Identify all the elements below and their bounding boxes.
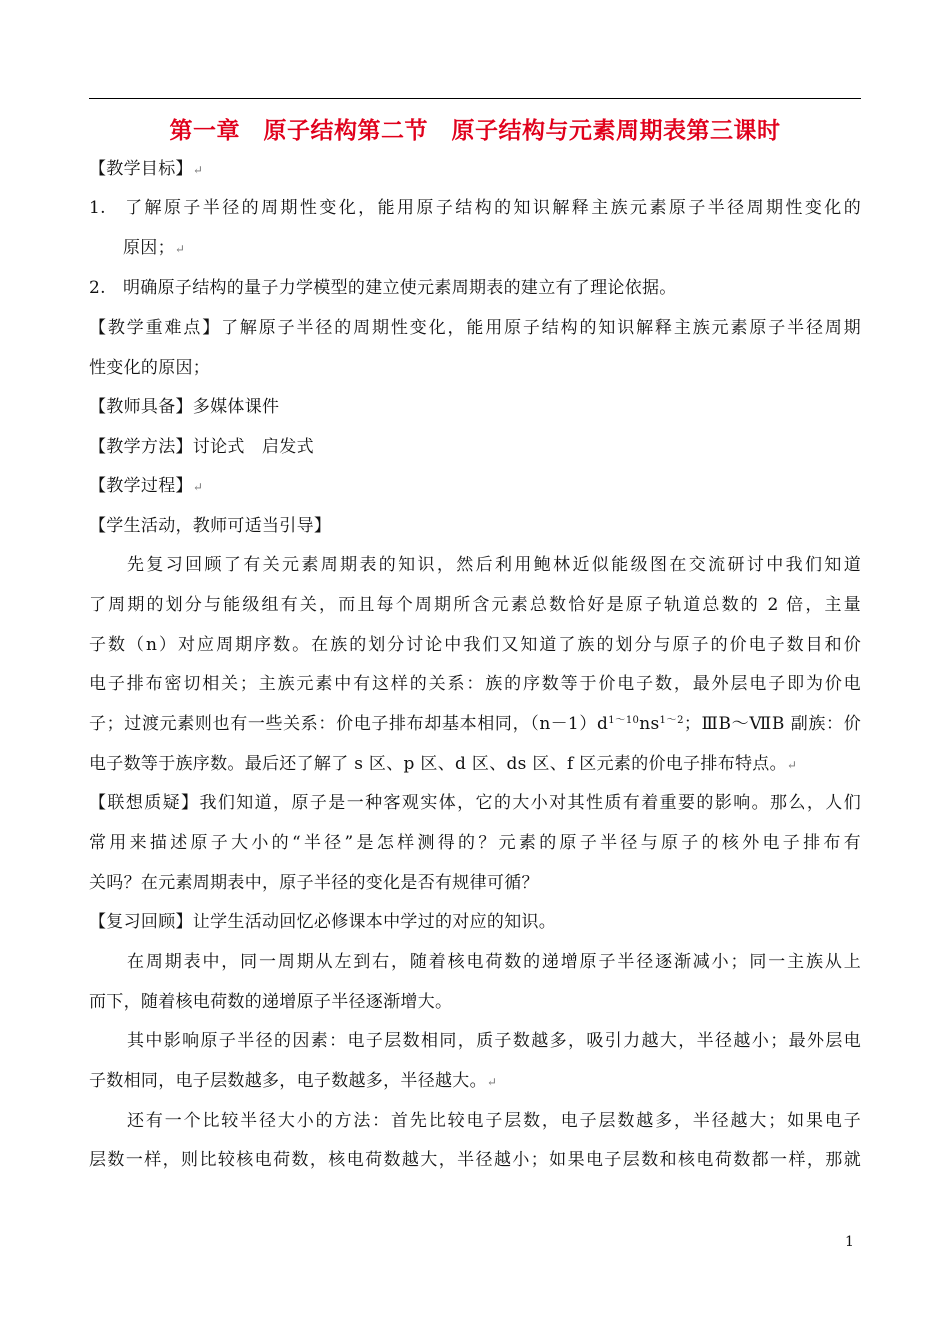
query-line-3: 关吗？在元素周期表中，原子半径的变化是否有规律可循？ [89,873,539,893]
goal-2: 2. 明确原子结构的量子力学模型的建立使元素周期表的建立有了理论依据。 [89,278,677,298]
para1-line-1: 先复习回顾了有关元素周期表的知识，然后利用鲍林近似能级图在交流研讨中我们知道 [127,555,861,575]
para3-line-2: 子数相同，电子层数越多，电子数越多，半径越大。↵ [89,1071,498,1091]
goals-heading: 【教学目标】↵ [89,159,204,179]
para2-line-2: 而下，随着核电荷数的递增原子半径逐渐增大。 [89,992,453,1012]
para1-line-3: 子数（n）对应周期序数。在族的划分讨论中我们又知道了族的划分与原子的价电子数目和价 [89,635,861,655]
query-line-1: 【联想质疑】我们知道，原子是一种客观实体，它的大小对其性质有着重要的影响。那么，人们 [89,793,861,813]
teacher-prep: 【教师具备】多媒体课件 [89,397,280,417]
review-line: 【复习回顾】让学生活动回忆必修课本中学过的对应的知识。 [89,912,557,932]
para1-line-4: 电子排布密切相关；主族元素中有这样的关系：族的序数等于价电子数，最外层电子即为价电 [89,674,861,694]
para2-line-1: 在周期表中，同一周期从左到右，随着核电荷数的递增原子半径逐渐减小；同一主族从上 [127,952,861,972]
para3-line-1: 其中影响原子半径的因素：电子层数相同，质子数越多，吸引力越大，半径越小；最外层电 [127,1031,861,1051]
para1-line-6: 电子数等于族序数。最后还了解了 s 区、p 区、d 区、ds 区、f 区元素的价电子排布特点。↵ [89,754,798,774]
para4-line-1: 还有一个比较半径大小的方法：首先比较电子层数，电子层数越多，半径越大；如果电子 [127,1111,861,1131]
para1-line-2: 了周期的划分与能级组有关，而且每个周期所含元素总数恰好是原子轨道总数的 2 倍，主量 [89,595,861,615]
page-title: 第一章 原子结构第二节 原子结构与元素周期表第三课时 [169,117,781,144]
key-points-line-1: 【教学重难点】了解原子半径的周期性变化，能用原子结构的知识解释主族元素原子半径周期 [89,318,861,338]
key-points-line-2: 性变化的原因； [89,358,211,378]
page-number: 1 [845,1234,854,1250]
query-line-2: 常用来描述原子大小的“半径”是怎样测得的？元素的原子半径与原子的核外电子排布有 [89,833,861,853]
goal-1-number: 1. [89,198,106,218]
goal-1-line-1: 1. 了解原子半径的周期性变化，能用原子结构的知识解释主族元素原子半径周期性变化的 [89,198,861,218]
para1-line-5: 子；过渡元素则也有一些关系：价电子排布却基本相同，$(n-1)d^{1\sim 10}ns^{1\sim 2}$；ⅢB～ⅦB 副族：价 [89,714,862,734]
student-activity-heading: 【学生活动，教师可适当引导】 [89,516,332,536]
goal-1-line-2: 原因；↵ [123,238,186,258]
process-heading: 【教学过程】↵ [89,476,204,496]
goal-2-number: 2. [89,278,106,298]
header-rule [89,98,861,99]
teaching-method: 【教学方法】讨论式 启发式 [89,437,314,457]
para4-line-2: 层数一样，则比较核电荷数，核电荷数越大，半径越小；如果电子层数和核电荷数都一样，那就 [89,1150,861,1170]
